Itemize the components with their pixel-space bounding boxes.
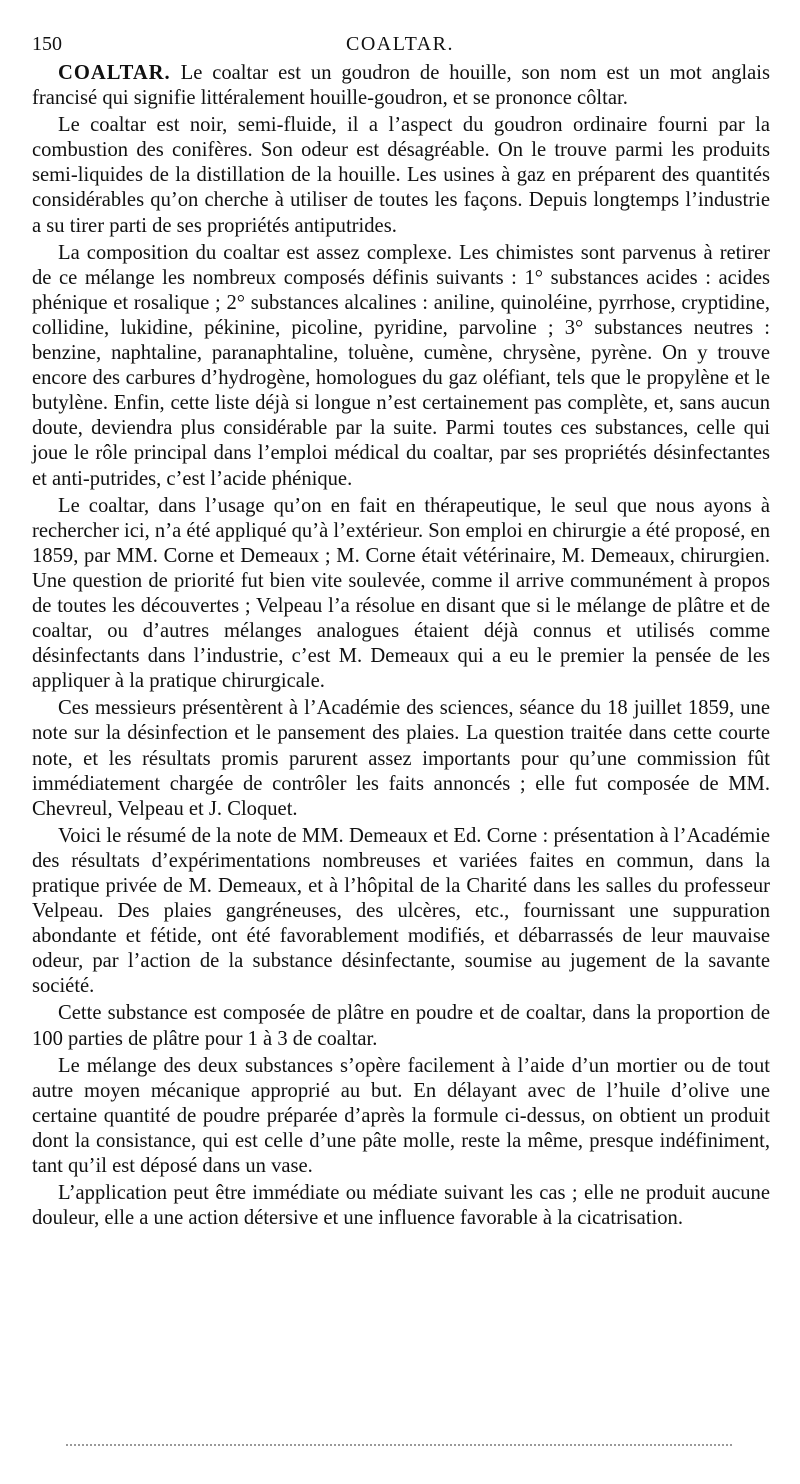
paragraph-2: Le coaltar est noir, semi-fluide, il a l’aspect du goudron ordinaire fourni par la combustion des conifères. Son odeur est désagréable. On le trouve parmi les produits semi-liquides de la distillation de la houille. Les usines à gaz en préparent des quantités considérables qu’on cherche à utiliser de toutes les façons. Depuis longtemps l’industrie a su tirer parti de ses propriétés antiputrides. [32, 114, 770, 237]
article-body [32, 61, 770, 1233]
paragraph-7: Cette substance est composée de plâtre en poudre et de coaltar, dans la proportion de 100 parties de plâtre pour 1 à 3 de coaltar. [32, 1002, 770, 1050]
page-number: 150 [32, 33, 62, 55]
entry-headword: COALTAR. [58, 62, 171, 84]
paragraph-1-text: Le coaltar est un goudron de houille, son nom est un mot anglais francisé qui signifie littéralement houille-goudron, et se prononce côltar. [32, 62, 770, 110]
paragraph-9: L’application peut être immédiate ou médiate suivant les cas ; elle ne produit aucune douleur, elle a une action détersive et une influence favorable à la cicatrisation. [32, 1182, 770, 1230]
paragraph-4: Le coaltar, dans l’usage qu’on en fait en thérapeutique, le seul que nous ayons à rechercher ici, n’a été appliqué qu’à l’extérieur. Son emploi en chirurgie a été proposé, en 1859, par MM. Corne et Demeaux ; M. Corne était vétérinaire, M. Demeaux, chirurgien. Une question de priorité fut bien vite soulevée, comme il arrive communément à propos de toutes les découvertes ; Velpeau l’a résolue en disant que si le mélange de plâtre et de coaltar, ou d’autres mélanges analogues étaient déjà connus et utilisés comme désinfectants dans l’industrie, c’est M. Demeaux qui a eu le premier la pensée de les appliquer à la pratique chirurgicale. [32, 494, 770, 693]
running-head [32, 30, 768, 58]
footer-dotted-rule [66, 1444, 732, 1446]
paragraph-8: Le mélange des deux substances s’opère facilement à l’aide d’un mortier ou de tout autre moyen mécanique approprié au but. En délayant avec de l’huile d’olive une certaine quantité de poudre préparée d’après la formule ci-dessus, on obtient un produit dont la consistance, qui est celle d’une pâte molle, reste la même, presque indéfiniment, tant qu’il est déposé dans un vase. [32, 1054, 770, 1178]
running-title: COALTAR. [345, 33, 454, 55]
paragraph-3: La composition du coaltar est assez complexe. Les chimistes sont parvenus à retirer de ce mélange les nombreux composés définis suivants : 1° substances acides : acides phénique et rosalique ; 2° substances alcalines : aniline, quinoléine, pyrrhose, cryptidine, collidine, lukidine, pékinine, picoline, pyridine, parvoline ; 3° substances neutres : benzine, naphtaline, paranaphtaline, toluène, cumène, chrysène, pyrène. On y trouve encore des carbures d’hydrogène, homologues du gaz oléfiant, tels que le propylène et le butylène. Enfin, cette liste déjà si longue n’est certainement pas complète, et, sans aucun doute, deviendra plus considérable par la suite. Parmi toutes ces substances, celle qui joue le rôle principal dans l’emploi médical du coaltar, par ses propriétés désinfectantes et anti-putrides, c’est l’acide phénique. [32, 241, 770, 490]
paragraph-5: Ces messieurs présentèrent à l’Académie des sciences, séance du 18 juillet 1859, une note sur la désinfection et le pansement des plaies. La question traitée dans cette courte note, et les résultats promis parurent assez importants pour qu’une commission fût immédiatement chargée de contrôler les faits annoncés ; elle fut composée de MM. Chevreul, Velpeau et J. Cloquet. [32, 697, 770, 820]
paragraph-6: Voici le résumé de la note de MM. Demeaux et Ed. Corne : présentation à l’Académie des résultats d’expérimentations nombreuses et variées faites en commun, dans la pratique privée de M. Demeaux, et à l’hôpital de la Charité dans les salles du professeur Velpeau. Des plaies gangréneuses, des ulcères, etc., fournissant une suppuration abondante et fétide, ont été favorablement modifiés, et débarrassés de leur mauvaise odeur, par l’action de la substance désinfectante, soumise au jugement de la savante société. [32, 824, 770, 998]
paragraph-1 [32, 61, 770, 111]
